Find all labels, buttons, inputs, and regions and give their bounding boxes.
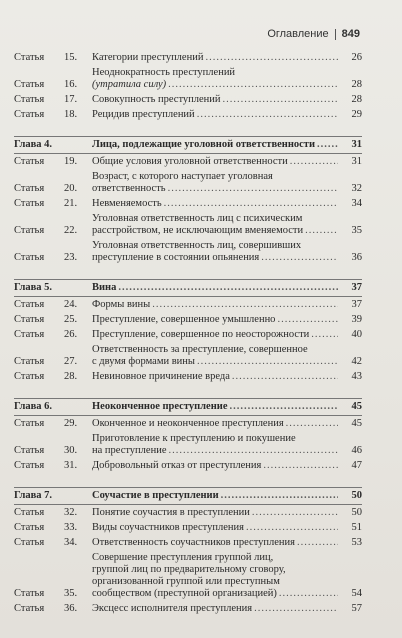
entry-title-line: сообществом (преступной организацией): [92, 588, 277, 599]
entry-number: 19.: [64, 156, 78, 167]
toc-article-entry[interactable]: [14, 344, 362, 368]
toc-article-entry[interactable]: [14, 171, 362, 195]
entry-title: [92, 240, 338, 264]
article-label: Статья: [14, 156, 45, 167]
toc-article-entry[interactable]: [14, 156, 362, 168]
dot-leader: [311, 329, 338, 341]
article-label: Статья: [14, 371, 45, 382]
entry-title-line: (утратила силу): [92, 79, 167, 90]
entry-number: 34.: [64, 537, 78, 548]
entry-title: [92, 433, 338, 457]
entry-number: 36.: [64, 603, 78, 614]
entry-number: 26.: [64, 329, 78, 340]
article-label: Статья: [14, 588, 45, 599]
article-label: Статья: [14, 94, 45, 105]
article-label: Статья: [14, 603, 45, 614]
entry-title: [92, 401, 338, 413]
chapter-divider: [14, 279, 362, 280]
dot-leader: [229, 401, 338, 413]
entry-title-line: преступление в состоянии опьянения: [92, 252, 260, 263]
entry-page-number: 34: [351, 198, 362, 209]
entry-title-line: Категории преступлений: [92, 52, 204, 63]
dot-leader: [252, 507, 338, 519]
dot-leader: [286, 418, 338, 430]
entry-title: [92, 344, 338, 368]
entry-page-number: 45: [351, 401, 362, 412]
entry-number: 22.: [64, 225, 78, 236]
article-label: Статья: [14, 522, 45, 533]
toc-chapter-entry[interactable]: [14, 282, 362, 294]
entry-title-line: Соучастие в преступлении: [92, 490, 219, 501]
toc-article-entry[interactable]: [14, 213, 362, 237]
article-label: Статья: [14, 418, 45, 429]
entry-number: 24.: [64, 299, 78, 310]
header-page-number: 849: [341, 28, 360, 40]
toc-article-entry[interactable]: [14, 198, 362, 210]
entry-title-line: Оконченное и неоконченное преступления: [92, 418, 284, 429]
article-label: Статья: [14, 445, 45, 456]
running-header: [267, 28, 360, 40]
toc-article-entry[interactable]: [14, 522, 362, 534]
entry-title: [92, 507, 338, 519]
entry-page-number: 50: [351, 490, 362, 501]
entry-title-line: с двумя формами вины: [92, 356, 195, 367]
entry-title: [92, 94, 338, 106]
entry-number: 21.: [64, 198, 78, 209]
entry-title: [92, 522, 338, 534]
entry-number: 29.: [64, 418, 78, 429]
entry-title: [92, 552, 338, 600]
entry-title: [92, 490, 338, 502]
toc-article-entry[interactable]: [14, 603, 362, 615]
entry-title-line: на преступление: [92, 445, 167, 456]
entry-number: 23.: [64, 252, 78, 263]
dot-leader: [263, 460, 338, 472]
entry-page-number: 35: [351, 225, 362, 236]
entry-page-number: 54: [351, 588, 362, 599]
entry-title-line: Невиновное причинение вреда: [92, 371, 230, 382]
entry-page-number: 40: [351, 329, 362, 340]
entry-page-number: 32: [351, 183, 362, 194]
entry-title: [92, 418, 338, 430]
entry-page-number: 46: [351, 445, 362, 456]
entry-number: 20.: [64, 183, 78, 194]
entry-page-number: 47: [351, 460, 362, 471]
dot-leader: [254, 603, 338, 615]
toc-article-entry[interactable]: [14, 94, 362, 106]
toc-chapter-entry[interactable]: [14, 139, 362, 151]
entry-title-line: Понятие соучастия в преступлении: [92, 507, 250, 518]
entry-page-number: 39: [351, 314, 362, 325]
toc-article-entry[interactable]: [14, 507, 362, 519]
entry-number: 17.: [64, 94, 78, 105]
entry-title-line: Уголовная ответственность лиц с психическим: [92, 213, 303, 224]
entry-title-line: Невменяемость: [92, 198, 162, 209]
toc-article-entry[interactable]: [14, 314, 362, 326]
entry-page-number: 53: [351, 537, 362, 548]
article-label: Статья: [14, 52, 45, 63]
entry-title-line: расстройством, не исключающим вменяемости: [92, 225, 304, 236]
entry-page-number: 43: [351, 371, 362, 382]
dot-leader: [232, 371, 338, 383]
chapter-label: Глава 4.: [14, 139, 53, 150]
entry-title: [92, 52, 338, 64]
entry-title-line: ответственность: [92, 183, 166, 194]
entry-title: [92, 213, 338, 237]
dot-leader: [221, 490, 338, 502]
entry-number: 35.: [64, 588, 78, 599]
entry-page-number: 28: [351, 79, 362, 90]
entry-title-line: Неоднократность преступлений: [92, 67, 236, 78]
toc-chapter-entry[interactable]: [14, 490, 362, 502]
entry-title: [92, 198, 338, 210]
entry-number: 15.: [64, 52, 78, 63]
entry-title-line: Лица, подлежащие уголовной ответственности: [92, 139, 315, 150]
entry-number: 30.: [64, 445, 78, 456]
chapter-divider: [14, 504, 362, 505]
entry-page-number: 57: [351, 603, 362, 614]
entry-title-line: Возраст, с которого наступает уголовная: [92, 171, 273, 182]
article-label: Статья: [14, 537, 45, 548]
entry-number: 25.: [64, 314, 78, 325]
toc-article-entry[interactable]: [14, 329, 362, 341]
chapter-divider: [14, 136, 362, 137]
chapter-divider: [14, 487, 362, 488]
article-label: Статья: [14, 356, 45, 367]
entry-title: [92, 371, 338, 383]
entry-title-line: Ответственность соучастников преступления: [92, 537, 295, 548]
dot-leader: [164, 198, 338, 210]
entry-title-line: Преступление, совершенное по неосторожности: [92, 329, 310, 340]
dot-leader: [305, 225, 338, 237]
dot-leader: [168, 183, 338, 195]
dot-leader: [152, 299, 338, 311]
entry-page-number: 31: [351, 156, 362, 167]
dot-leader: [168, 445, 338, 457]
article-label: Статья: [14, 299, 45, 310]
entry-title-line: Рецидив преступлений: [92, 109, 195, 120]
chapter-label: Глава 7.: [14, 490, 53, 501]
entry-number: 28.: [64, 371, 78, 382]
toc-article-entry[interactable]: [14, 460, 362, 472]
dot-leader: [277, 314, 338, 326]
dot-leader: [317, 139, 338, 151]
entry-title: [92, 537, 338, 549]
chapter-label: Глава 5.: [14, 282, 53, 293]
entry-title: [92, 282, 338, 294]
article-label: Статья: [14, 329, 45, 340]
entry-title: [92, 314, 338, 326]
dot-leader: [246, 522, 338, 534]
entry-page-number: 36: [351, 252, 362, 263]
entry-page-number: 31: [351, 139, 362, 150]
dot-leader: [261, 252, 338, 264]
entry-page-number: 50: [351, 507, 362, 518]
entry-page-number: 29: [351, 109, 362, 120]
entry-title-line: Общие условия уголовной ответственности: [92, 156, 288, 167]
entry-number: 16.: [64, 79, 78, 90]
entry-title-line: Вина: [92, 282, 117, 293]
entry-title-line: Совершение преступления группой лиц,: [92, 552, 274, 563]
toc-article-entry[interactable]: [14, 552, 362, 600]
entry-title: [92, 329, 338, 341]
entry-number: 27.: [64, 356, 78, 367]
toc-article-entry[interactable]: [14, 240, 362, 264]
entry-title: [92, 67, 338, 91]
entry-title-line: Совокупность преступлений: [92, 94, 221, 105]
article-label: Статья: [14, 314, 45, 325]
entry-page-number: 51: [351, 522, 362, 533]
article-label: Статья: [14, 507, 45, 518]
dot-leader: [290, 156, 338, 168]
entry-title: [92, 156, 338, 168]
entry-title-line: Формы вины: [92, 299, 151, 310]
entry-title-line: Уголовная ответственность лиц, совершивших: [92, 240, 302, 251]
article-label: Статья: [14, 460, 45, 471]
dot-leader: [279, 588, 338, 600]
entry-title: [92, 299, 338, 311]
entry-title-line: Преступление, совершенное умышленно: [92, 314, 276, 325]
toc-article-entry[interactable]: [14, 67, 362, 91]
dot-leader: [223, 94, 338, 106]
dot-leader: [168, 79, 338, 91]
chapter-label: Глава 6.: [14, 401, 53, 412]
entry-title-line: Эксцесс исполнителя преступления: [92, 603, 253, 614]
entry-number: 32.: [64, 507, 78, 518]
entry-title-line: Добровольный отказ от преступления: [92, 460, 262, 471]
entry-number: 33.: [64, 522, 78, 533]
entry-title-line: Виды соучастников преступления: [92, 522, 244, 533]
dot-leader: [197, 109, 338, 121]
article-label: Статья: [14, 109, 45, 120]
article-label: Статья: [14, 198, 45, 209]
article-label: Статья: [14, 79, 45, 90]
chapter-divider: [14, 415, 362, 416]
toc-article-entry[interactable]: [14, 109, 362, 121]
toc-chapter-entry[interactable]: [14, 401, 362, 413]
entry-number: 18.: [64, 109, 78, 120]
entry-page-number: 28: [351, 94, 362, 105]
toc-article-entry[interactable]: [14, 299, 362, 311]
toc-article-entry[interactable]: [14, 371, 362, 383]
entry-title: [92, 460, 338, 472]
article-label: Статья: [14, 252, 45, 263]
entry-page-number: 45: [351, 418, 362, 429]
entry-title-line: Приготовление к преступлению и покушение: [92, 433, 296, 444]
entry-title-line: организованной группой или преступным: [92, 576, 280, 587]
chapter-divider: [14, 398, 362, 399]
entry-page-number: 26: [351, 52, 362, 63]
dot-leader: [197, 356, 338, 368]
chapter-divider: [14, 296, 362, 297]
toc-article-entry[interactable]: [14, 537, 362, 549]
dot-leader: [205, 52, 338, 64]
entry-title: [92, 109, 338, 121]
toc-article-entry[interactable]: [14, 52, 362, 64]
entry-title-line: Неоконченное преступление: [92, 401, 228, 412]
article-label: Статья: [14, 225, 45, 236]
entry-title: [92, 171, 338, 195]
table-of-contents: [14, 52, 362, 618]
entry-title-line: группой лиц по предварительному сговору,: [92, 564, 286, 575]
dot-leader: [297, 537, 338, 549]
entry-page-number: 37: [351, 282, 362, 293]
entry-title: [92, 139, 338, 151]
entry-title: [92, 603, 338, 615]
header-section-title: Оглавление: [267, 28, 329, 40]
entry-page-number: 37: [351, 299, 362, 310]
toc-article-entry[interactable]: [14, 433, 362, 457]
header-separator: [335, 29, 336, 40]
article-label: Статья: [14, 183, 45, 194]
toc-article-entry[interactable]: [14, 418, 362, 430]
dot-leader: [118, 282, 338, 294]
chapter-divider: [14, 153, 362, 154]
entry-page-number: 42: [351, 356, 362, 367]
entry-number: 31.: [64, 460, 78, 471]
entry-title-line: Ответственность за преступление, совершенное: [92, 344, 308, 355]
